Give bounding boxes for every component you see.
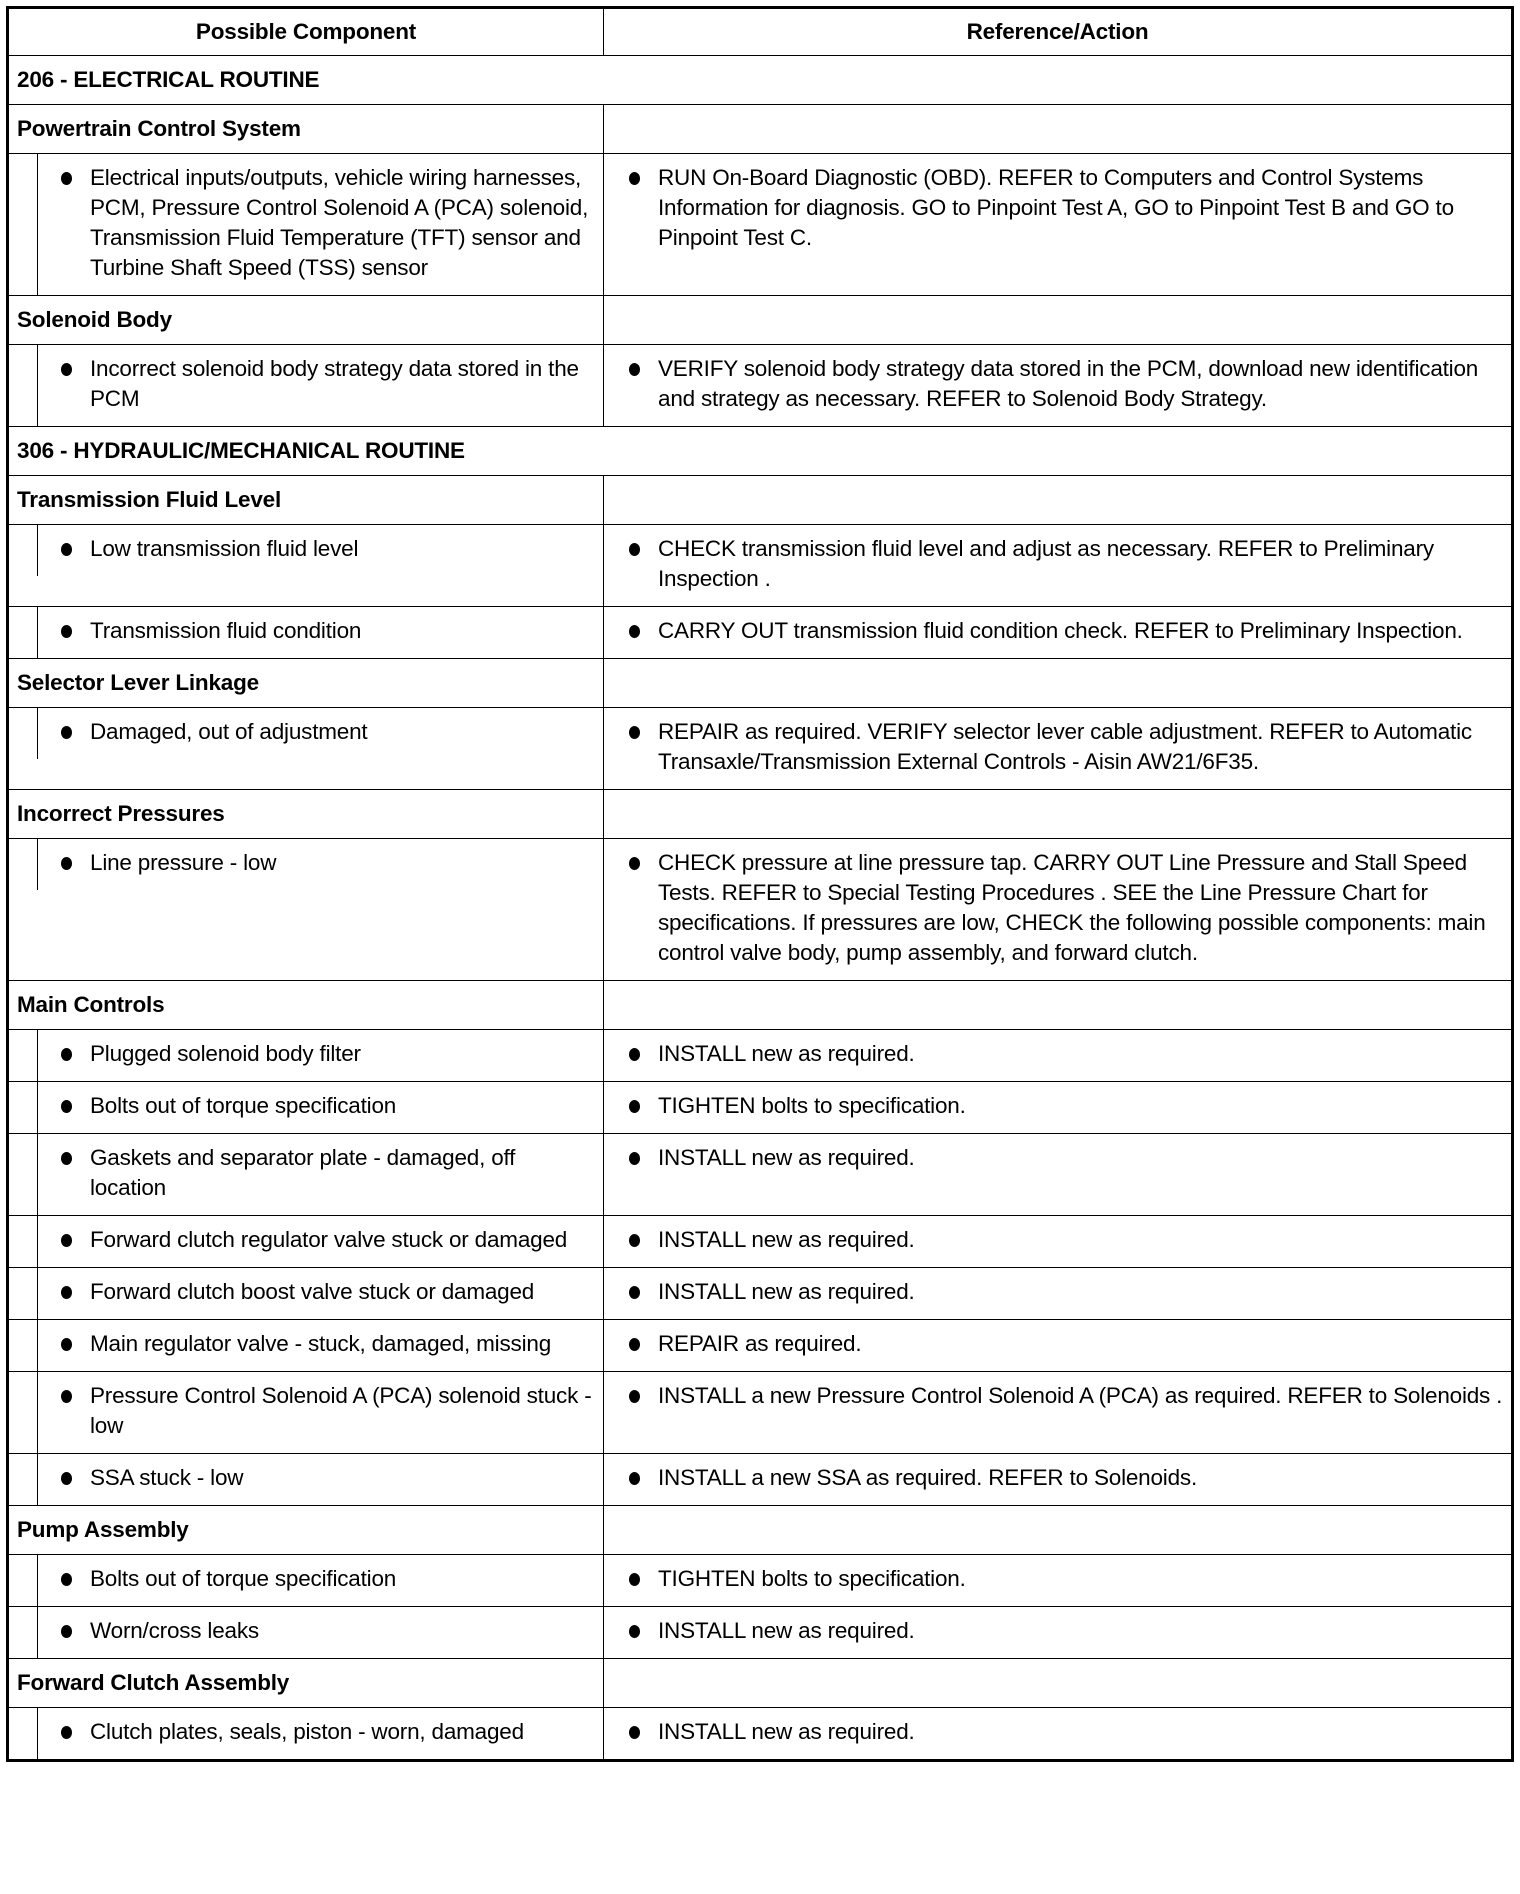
indent-rule	[9, 607, 38, 658]
bullet-icon	[624, 1386, 644, 1406]
action-cell	[604, 154, 1513, 296]
group-row	[8, 476, 1513, 525]
component-cell	[8, 1607, 604, 1659]
table-row	[8, 345, 1513, 427]
action-cell	[604, 607, 1513, 659]
table-row	[8, 1320, 1513, 1372]
action-cell	[604, 1708, 1513, 1761]
component-text: Line pressure - low	[90, 850, 277, 875]
component-cell	[8, 1268, 604, 1320]
action-cell	[604, 1555, 1513, 1607]
indent-rule	[9, 1454, 38, 1505]
table-row	[8, 154, 1513, 296]
table-row	[8, 525, 1513, 607]
component-text: Gaskets and separator plate - damaged, off location	[90, 1145, 516, 1200]
bullet-icon	[624, 168, 644, 188]
header-possible-component: Possible Component	[8, 8, 604, 56]
group-row	[8, 659, 1513, 708]
component-cell	[8, 1320, 604, 1372]
group-row	[8, 1506, 1513, 1555]
indent-rule	[9, 1607, 38, 1658]
table-row	[8, 1607, 1513, 1659]
group-action-empty	[604, 659, 1513, 708]
indent-rule	[9, 1216, 38, 1267]
action-text: INSTALL new as required.	[658, 1618, 915, 1643]
indent-rule	[9, 1372, 38, 1453]
section-row	[8, 56, 1513, 105]
action-text: REPAIR as required.	[658, 1331, 862, 1356]
action-text: CHECK pressure at line pressure tap. CARRY OUT Line Pressure and Stall Speed Tests. REFER to Special Testing Procedures . SEE the Line Pressure Chart for specifications. If pressures are low, CHECK the following possible components: main control valve body, pump assembly, and forward clutch.	[658, 850, 1486, 965]
bullet-icon	[624, 1096, 644, 1116]
bullet-icon	[624, 1722, 644, 1742]
table-body	[8, 56, 1513, 1761]
indent-rule	[9, 1268, 38, 1319]
group-title: Main Controls	[8, 981, 604, 1030]
table-row	[8, 1134, 1513, 1216]
action-text: CARRY OUT transmission fluid condition check. REFER to Preliminary Inspection.	[658, 618, 1463, 643]
section-title: 206 - ELECTRICAL ROUTINE	[8, 56, 1513, 105]
table-row	[8, 1082, 1513, 1134]
component-cell	[8, 1372, 604, 1454]
group-action-empty	[604, 1506, 1513, 1555]
group-row	[8, 1659, 1513, 1708]
component-text: Clutch plates, seals, piston - worn, damaged	[90, 1719, 524, 1744]
action-text: VERIFY solenoid body strategy data stored in the PCM, download new identification and strategy as necessary. REFER to Solenoid Body Strategy.	[658, 356, 1479, 411]
action-text: INSTALL new as required.	[658, 1145, 915, 1170]
action-cell	[604, 1454, 1513, 1506]
indent-rule	[9, 154, 38, 295]
bullet-icon	[624, 722, 644, 742]
action-text: INSTALL new as required.	[658, 1041, 915, 1066]
component-cell	[8, 708, 604, 790]
group-title: Powertrain Control System	[8, 105, 604, 154]
action-cell	[604, 839, 1513, 981]
action-cell	[604, 1607, 1513, 1659]
group-action-empty	[604, 476, 1513, 525]
table-row	[8, 1454, 1513, 1506]
component-text: Damaged, out of adjustment	[90, 719, 368, 744]
bullet-icon	[56, 1386, 76, 1406]
component-text: Forward clutch regulator valve stuck or damaged	[90, 1227, 568, 1252]
component-cell	[8, 1555, 604, 1607]
indent-rule	[9, 525, 38, 576]
bullet-icon	[624, 1468, 644, 1488]
bullet-icon	[56, 1096, 76, 1116]
table-row	[8, 1555, 1513, 1607]
indent-rule	[9, 1030, 38, 1081]
bullet-icon	[624, 853, 644, 873]
component-cell	[8, 1454, 604, 1506]
bullet-icon	[56, 1722, 76, 1742]
indent-rule	[9, 839, 38, 890]
component-cell	[8, 839, 604, 981]
indent-rule	[9, 1555, 38, 1606]
indent-rule	[9, 1082, 38, 1133]
action-text: INSTALL a new Pressure Control Solenoid A (PCA) as required. REFER to Solenoids .	[658, 1383, 1503, 1408]
bullet-icon	[56, 1569, 76, 1589]
bullet-icon	[56, 853, 76, 873]
bullet-icon	[56, 722, 76, 742]
group-action-empty	[604, 1659, 1513, 1708]
action-text: RUN On-Board Diagnostic (OBD). REFER to Computers and Control Systems Information for diagnosis. GO to Pinpoint Test A, GO to Pinpoint Test B and GO to Pinpoint Test C.	[658, 165, 1454, 250]
component-text: Bolts out of torque specification	[90, 1093, 397, 1118]
bullet-icon	[56, 168, 76, 188]
group-title: Incorrect Pressures	[8, 790, 604, 839]
component-cell	[8, 607, 604, 659]
component-cell	[8, 345, 604, 427]
component-cell	[8, 1082, 604, 1134]
bullet-icon	[56, 1468, 76, 1488]
action-text: TIGHTEN bolts to specification.	[658, 1566, 966, 1591]
action-text: INSTALL new as required.	[658, 1279, 915, 1304]
group-action-empty	[604, 790, 1513, 839]
bullet-icon	[624, 1569, 644, 1589]
component-cell	[8, 1134, 604, 1216]
component-text: Forward clutch boost valve stuck or damaged	[90, 1279, 535, 1304]
component-cell	[8, 525, 604, 607]
table-header-row	[8, 8, 1513, 56]
component-text: Transmission fluid condition	[90, 618, 362, 643]
component-text: Plugged solenoid body filter	[90, 1041, 361, 1066]
group-row	[8, 296, 1513, 345]
component-text: Electrical inputs/outputs, vehicle wiring harnesses, PCM, Pressure Control Solenoid A (PCA) solenoid, Transmission Fluid Temperature (TFT) sensor and Turbine Shaft Speed (TSS) sensor	[90, 165, 589, 280]
action-cell	[604, 525, 1513, 607]
group-row	[8, 105, 1513, 154]
action-text: INSTALL new as required.	[658, 1719, 915, 1744]
bullet-icon	[56, 539, 76, 559]
group-title: Solenoid Body	[8, 296, 604, 345]
component-text: Pressure Control Solenoid A (PCA) solenoid stuck - low	[90, 1383, 592, 1438]
bullet-icon	[624, 1334, 644, 1354]
bullet-icon	[56, 1230, 76, 1250]
header-reference-action: Reference/Action	[604, 8, 1513, 56]
action-cell	[604, 1320, 1513, 1372]
action-text: CHECK transmission fluid level and adjust as necessary. REFER to Preliminary Inspection .	[658, 536, 1434, 591]
action-cell	[604, 1030, 1513, 1082]
component-text: Worn/cross leaks	[90, 1618, 259, 1643]
table-row	[8, 607, 1513, 659]
group-row	[8, 981, 1513, 1030]
bullet-icon	[56, 1334, 76, 1354]
action-cell	[604, 1268, 1513, 1320]
component-text: Bolts out of torque specification	[90, 1566, 397, 1591]
section-row	[8, 427, 1513, 476]
action-text: TIGHTEN bolts to specification.	[658, 1093, 966, 1118]
component-cell	[8, 1030, 604, 1082]
table-row	[8, 1268, 1513, 1320]
bullet-icon	[624, 359, 644, 379]
group-title: Forward Clutch Assembly	[8, 1659, 604, 1708]
table-row	[8, 839, 1513, 981]
action-text: INSTALL new as required.	[658, 1227, 915, 1252]
bullet-icon	[56, 1621, 76, 1641]
indent-rule	[9, 1708, 38, 1759]
table-row	[8, 1708, 1513, 1761]
group-row	[8, 790, 1513, 839]
action-cell	[604, 1134, 1513, 1216]
bullet-icon	[624, 1282, 644, 1302]
table-row	[8, 1216, 1513, 1268]
bullet-icon	[624, 621, 644, 641]
action-text: REPAIR as required. VERIFY selector lever cable adjustment. REFER to Automatic Transaxle/Transmission External Controls - Aisin AW21/6F35.	[658, 719, 1472, 774]
table-row	[8, 1372, 1513, 1454]
table-row	[8, 708, 1513, 790]
group-title: Transmission Fluid Level	[8, 476, 604, 525]
bullet-icon	[624, 1044, 644, 1064]
bullet-icon	[56, 1044, 76, 1064]
table-row	[8, 1030, 1513, 1082]
bullet-icon	[56, 621, 76, 641]
component-cell	[8, 1216, 604, 1268]
action-cell	[604, 1216, 1513, 1268]
indent-rule	[9, 708, 38, 759]
group-title: Selector Lever Linkage	[8, 659, 604, 708]
component-text: Low transmission fluid level	[90, 536, 359, 561]
bullet-icon	[624, 1621, 644, 1641]
action-cell	[604, 708, 1513, 790]
indent-rule	[9, 1320, 38, 1371]
group-title: Pump Assembly	[8, 1506, 604, 1555]
component-cell	[8, 1708, 604, 1761]
bullet-icon	[624, 1148, 644, 1168]
action-cell	[604, 345, 1513, 427]
bullet-icon	[624, 1230, 644, 1250]
action-cell	[604, 1372, 1513, 1454]
bullet-icon	[56, 1148, 76, 1168]
component-cell	[8, 154, 604, 296]
component-text: Main regulator valve - stuck, damaged, missing	[90, 1331, 552, 1356]
bullet-icon	[56, 359, 76, 379]
group-action-empty	[604, 981, 1513, 1030]
bullet-icon	[624, 539, 644, 559]
section-title: 306 - HYDRAULIC/MECHANICAL ROUTINE	[8, 427, 1513, 476]
action-text: INSTALL a new SSA as required. REFER to Solenoids.	[658, 1465, 1198, 1490]
diagnosis-table	[6, 6, 1514, 1762]
component-text: Incorrect solenoid body strategy data stored in the PCM	[90, 356, 579, 411]
group-action-empty	[604, 105, 1513, 154]
action-cell	[604, 1082, 1513, 1134]
group-action-empty	[604, 296, 1513, 345]
bullet-icon	[56, 1282, 76, 1302]
component-text: SSA stuck - low	[90, 1465, 244, 1490]
indent-rule	[9, 345, 38, 426]
indent-rule	[9, 1134, 38, 1215]
